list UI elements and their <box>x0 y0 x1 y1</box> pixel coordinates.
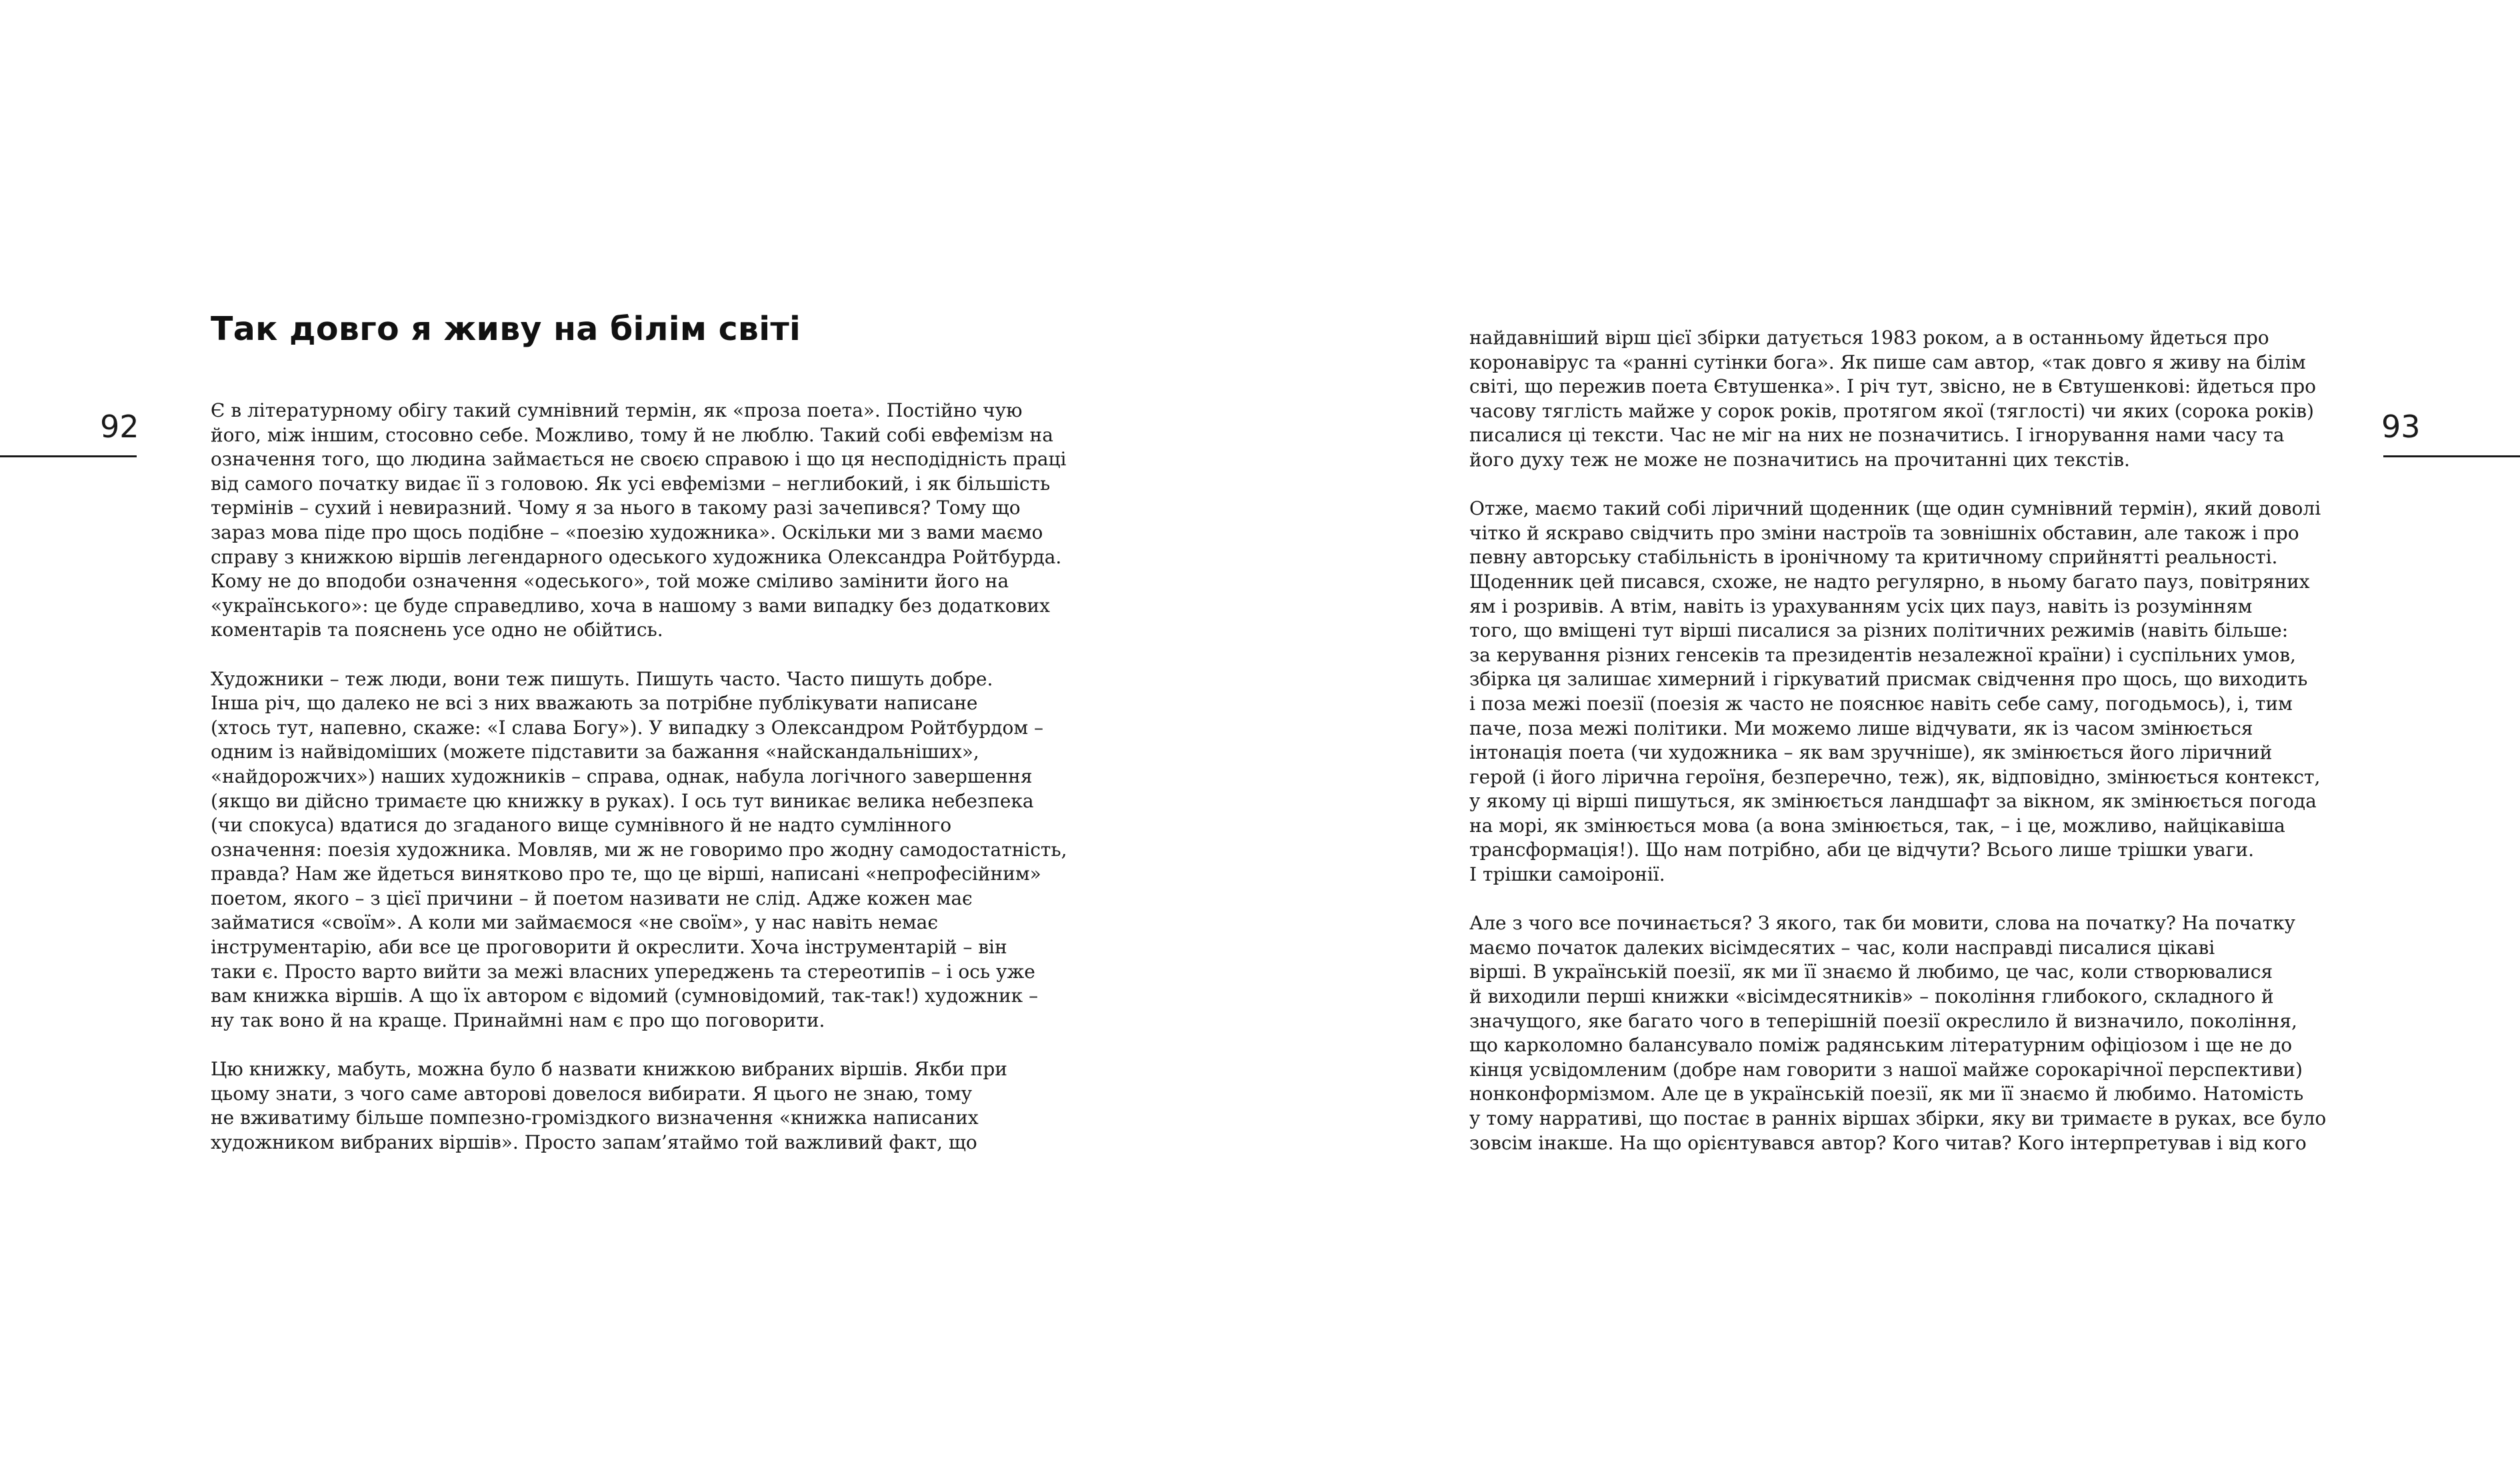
text-line: від самого початку видає її з головою. Як усі евфемізми – неглибокий, і як більшість <box>211 472 1051 495</box>
text-line: інтонація поета (чи художника – як вам зручніше), як змінюється його ліричний <box>1469 741 2273 764</box>
text-line: ну так воно й на краще. Принаймні нам є про що поговорити. <box>211 1009 825 1031</box>
right-text-column <box>1469 326 2336 1180</box>
text-line: цьому знати, з чого саме авторові довелося вибирати. Я цього не знаю, тому <box>211 1082 973 1105</box>
text-line: маємо початок далеких вісімдесятих – час, коли насправді писалися цікаві <box>1469 936 2215 959</box>
page-number-rule-right <box>2383 455 2520 457</box>
text-line: кінця усвідомленим (добре нам говорити з нашої майже сорокарічної перспективи) <box>1469 1058 2303 1081</box>
paragraph <box>1469 326 2336 473</box>
text-line: правда? Нам же йдеться винятково про те, що це вірші, написані «непрофесійним» <box>211 863 1041 885</box>
text-line: збірка ця залишає химерний і гіркуватий присмак свідчення про щось, що виходить <box>1469 668 2308 691</box>
text-line: не вживатиму більше помпезно-громіздкого визначення «книжка написаних <box>211 1107 979 1129</box>
text-line: інструментарію, аби все це проговорити й окреслити. Хоча інструментарій – він <box>211 936 1007 959</box>
chapter-title: Так довго я живу на білім світі <box>211 310 801 348</box>
text-line: того, що вміщені тут вірші писалися за різних політичних режимів (навіть більше: <box>1469 619 2289 642</box>
text-line: «українського»: це буде справедливо, хоча в нашому з вами випадку без додаткових <box>211 594 1050 617</box>
text-line: таки є. Просто варто вийти за межі власних упереджень та стереотипів – і ось уже <box>211 960 1035 983</box>
text-line: писалися ці тексти. Час не міг на них не позначитись. І ігнорування нами часу та <box>1469 424 2285 447</box>
paragraph <box>1469 911 2336 1155</box>
paragraph <box>1469 497 2336 887</box>
text-line: паче, поза межі політики. Ми можемо лише відчувати, як із часом змінюється <box>1469 717 2253 739</box>
paragraph <box>211 1057 1077 1155</box>
text-line: «найдорожчих») наших художників – справа, однак, набула логічного завершення <box>211 765 1033 787</box>
text-line: коментарів та пояснень усе одно не обійтись. <box>211 619 663 641</box>
text-line: Отже, маємо такий собі ліричний щоденник (ще один сумнівний термін), який доволі <box>1469 497 2321 520</box>
text-line: у якому ці вірші пишуться, як змінюється ландшафт за вікном, як змінюється погода <box>1469 790 2317 813</box>
text-line: значущого, яке багато чого в теперішній поезії окреслило й визначило, покоління, <box>1469 1009 2297 1032</box>
text-line: зовсім інакше. На що орієнтувався автор? Кого читав? Кого інтерпретував і від кого <box>1469 1131 2307 1154</box>
text-line: означення того, що людина займається не своєю справою і що ця несподідність праці <box>211 448 1067 471</box>
text-line: І трішки самоіронії. <box>1469 863 1665 886</box>
text-line: трансформація!). Що нам потрібно, аби це відчути? Всього лише трішки уваги. <box>1469 839 2254 861</box>
text-line: Інша річ, що далеко не всі з них вважають за потрібне публікувати написане <box>211 692 978 715</box>
text-line: (чи спокуса) вдатися до згаданого вище сумнівного й не надто сумлінного <box>211 814 952 837</box>
page-number-rule-left <box>0 455 137 457</box>
text-line: Щоденник цей писався, схоже, не надто регулярно, в ньому багато пауз, повітряних <box>1469 570 2310 593</box>
text-line: Цю книжку, мабуть, можна було б назвати книжкою вибраних віршів. Якби при <box>211 1058 1007 1081</box>
text-line: найдавніший вірш цієї збірки датується 1983 роком, а в останньому йдеться про <box>1469 327 2269 349</box>
text-line: у тому нарративі, що постає в ранніх віршах збірки, яку ви тримаєте в руках, все було <box>1469 1107 2327 1129</box>
text-line: (хтось тут, напевно, скаже: «І слава Богу»). У випадку з Олександром Ройтбурдом – <box>211 716 1044 739</box>
text-line: Художники – теж люди, вони теж пишуть. Пишуть часто. Часто пишуть добре. <box>211 667 993 690</box>
text-line: світі, що пережив поета Євтушенка». І річ тут, звісно, не в Євтушенкові: йдеться про <box>1469 375 2316 398</box>
text-line: Але з чого все починається? З якого, так би мовити, слова на початку? На початку <box>1469 912 2296 935</box>
text-line: означення: поезія художника. Мовляв, ми ж не говоримо про жодну самодостатність, <box>211 838 1067 861</box>
text-line: певну авторську стабільність в іронічному та критичному сприйнятті реальності. <box>1469 546 2278 569</box>
paragraph <box>211 399 1077 643</box>
text-line: поетом, якого – з цієї причини – й поетом називати не слід. Адже кожен має <box>211 887 973 909</box>
left-text-column <box>211 399 1077 1179</box>
text-line: займатися «своїм». А коли ми займаємося «не своїм», у нас навіть немає <box>211 911 939 934</box>
text-line: справу з книжкою віршів легендарного одеського художника Олександра Ройтбурда. <box>211 545 1062 568</box>
text-line: художником вибраних віршів». Просто запам’ятаймо той важливий факт, що <box>211 1131 977 1153</box>
text-line: вам книжка віршів. А що їх автором є відомий (сумновідомий, так-так!) художник – <box>211 985 1039 1007</box>
text-line: чітко й яскраво свідчить про зміни настроїв та зовнішніх обставин, але також і про <box>1469 521 2299 544</box>
page-number-left: 92 <box>100 409 139 445</box>
text-line: коронавірус та «ранні сутінки бога». Як пише сам автор, «так довго я живу на білім <box>1469 351 2306 373</box>
page-number-right: 93 <box>2381 409 2421 445</box>
paragraph <box>211 667 1077 1033</box>
text-line: нонконформізмом. Але це в українській поезії, як ми її знаємо й любимо. Натомість <box>1469 1083 2304 1105</box>
text-line: одним із найвідоміших (можете підставити за бажання «найскандальніших», <box>211 741 979 763</box>
text-line: (якщо ви дійсно тримаєте цю книжку в руках). І ось тут виникає велика небезпека <box>211 789 1034 812</box>
text-line: його духу теж не може не позначитись на прочитанні цих текстів. <box>1469 448 2130 471</box>
text-line: термінів – сухий і невиразний. Чому я за нього в такому разі зачепився? Тому що <box>211 497 1021 519</box>
text-line: зараз мова піде про щось подібне – «поезію художника». Оскільки ми з вами маємо <box>211 521 1043 543</box>
text-line: його, між іншим, стосовно себе. Можливо, тому й не люблю. Такий собі евфемізм на <box>211 423 1053 446</box>
text-line: Є в літературному обігу такий сумнівний термін, як «проза поета». Постійно чую <box>211 399 1023 421</box>
text-line: герой (і його лірична героїня, безперечно, теж), як, відповідно, змінюється контекст, <box>1469 765 2321 788</box>
text-line: вірші. В українській поезії, як ми її знаємо й любимо, це час, коли створювалися <box>1469 961 2273 983</box>
text-line: й виходили перші книжки «вісімдесятників» – покоління глибокого, складного й <box>1469 985 2274 1008</box>
text-line: часову тяглість майже у сорок років, протягом якої (тяглості) чи яких (сорока років) <box>1469 399 2314 422</box>
text-line: Кому не до вподоби означення «одеського», той може сміливо замінити його на <box>211 570 1009 593</box>
text-line: що карколомно балансувало поміж радянським літературним офіціозом і ще не до <box>1469 1034 2293 1057</box>
text-line: і поза межі поезії (поезія ж часто не пояснює навіть себе саму, погодьмось), і, тим <box>1469 692 2293 715</box>
text-line: за керування різних генсеків та президентів незалежної країни) і суспільних умов, <box>1469 643 2296 666</box>
text-line: на морі, як змінюється мова (а вона змінюється, так, – і це, можливо, найцікавіша <box>1469 814 2285 837</box>
text-line: ям і розривів. А втім, навіть із урахуванням усіх цих пауз, навіть із розумінням <box>1469 595 2253 617</box>
